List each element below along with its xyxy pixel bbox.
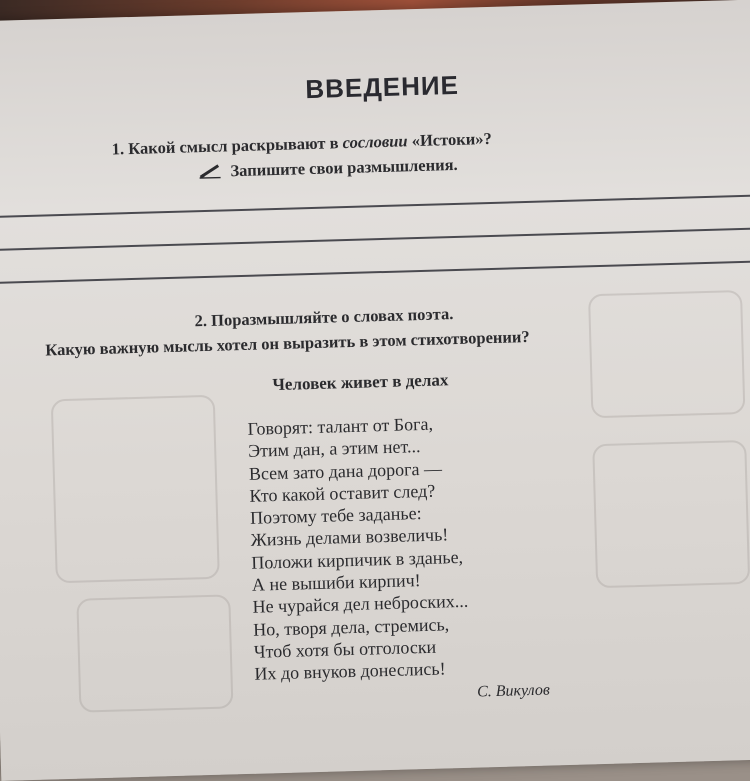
poem-line: Не чурайся дел неброских...: [252, 591, 469, 618]
answer-line-1: [0, 194, 750, 218]
bleed-through-frame: [51, 395, 220, 584]
question-2-line-2: Какую важную мысль хотел он выразить в этом стихотворении?: [45, 326, 530, 360]
poem-line: Этим дан, а этим нет...: [247, 436, 421, 462]
poem-line: Положи кирпичик в зданье,: [251, 546, 464, 573]
poem-line: Говорят: талант от Бога,: [247, 413, 434, 439]
poem-line: А не вышиби кирпич!: [251, 570, 421, 595]
bleed-through-frame: [588, 290, 745, 418]
poem-line: Поэтому тебе заданье:: [249, 503, 422, 529]
question-1-task-text: Запишите свои размышления.: [230, 154, 458, 181]
page-title: ВВЕДЕНИЕ: [304, 69, 460, 105]
poem-body: [247, 412, 470, 685]
poem-line: Но, творя дела, стремись,: [252, 613, 450, 640]
bleed-through-frame: [592, 440, 750, 588]
poem-title: Человек живет в делах: [272, 370, 449, 395]
poem-line: Кто какой оставит след?: [249, 480, 436, 506]
poem-author: С. Викулов: [476, 681, 551, 701]
answer-line-3: [0, 260, 750, 284]
question-1-task: [198, 155, 458, 182]
poem-line: Чтоб хотя бы отголоски: [253, 636, 437, 662]
bleed-through-frame: [76, 594, 233, 712]
question-1-prefix: 1. Какой смысл раскрывают в: [111, 133, 339, 159]
poem-line: Их до внуков донеслись!: [254, 658, 446, 685]
question-1-suffix: «Истоки»?: [411, 128, 492, 151]
question-1-emphasis: сословии: [342, 131, 408, 153]
poem-line: Жизнь делами возвеличь!: [250, 524, 449, 551]
pencil-icon: [198, 162, 222, 179]
question-2-line-1: 2. Поразмышляйте о словах поэта.: [194, 304, 454, 331]
answer-line-2: [0, 227, 750, 251]
poem-line: Всем зато дана дорога —: [248, 458, 443, 484]
